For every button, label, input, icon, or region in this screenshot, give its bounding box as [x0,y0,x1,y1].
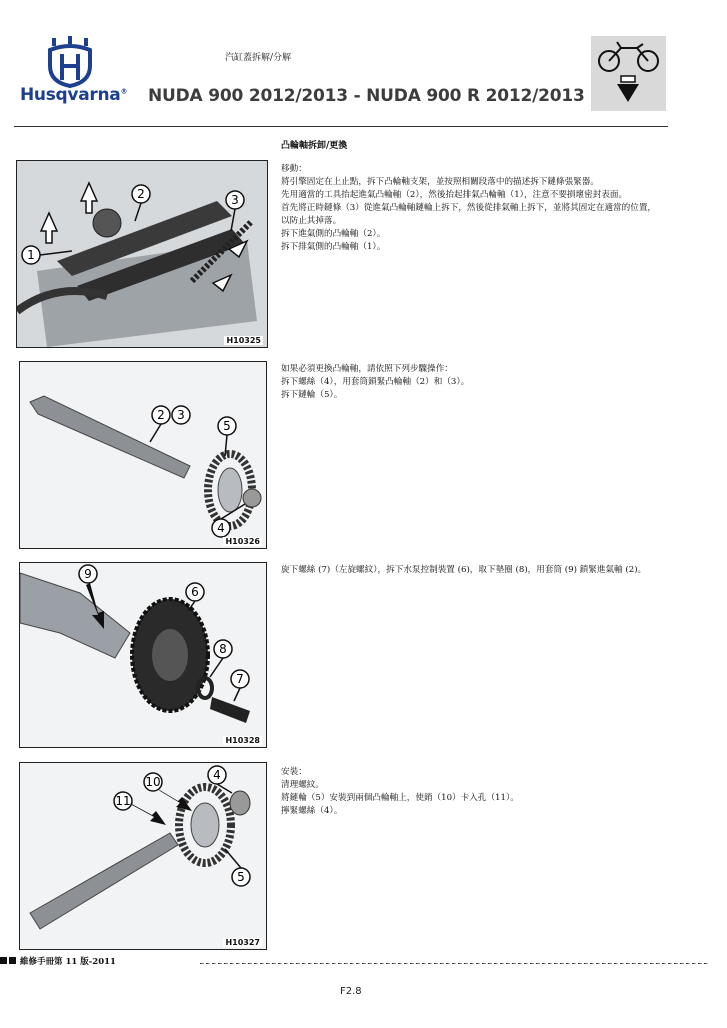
footer-manual: 維修手冊第 11 版-2011 [0,955,116,967]
callout-7: 7 [236,672,244,686]
text-line: 如果必須更換凸輪軸，請依照下列步驟操作： [281,364,453,374]
text-line: 以防止其掉落。 [281,216,342,226]
text-line: 拆下進氣側的凸輪軸（2）。 [281,229,386,239]
text-line: 旋下螺絲 (7)（左旋螺紋），拆下水泵控制裝置 (6)，取下墊圈 (8)，用套筒 (9) 鎖緊進氣軸 (2)。 [281,565,647,575]
figure-id: H10325 [226,336,261,345]
callout-4: 4 [217,521,225,535]
callout-3: 3 [231,193,239,207]
text-line: 拆下鏈輪（5）。 [281,390,343,400]
section-title: 汽缸蓋拆解/分解 [225,53,292,63]
crown-h-icon [14,36,126,88]
procedure-title: 凸輪軸拆卸/更換 [281,141,348,151]
waterpump-drive-illustration [20,563,266,747]
text-block-install [281,766,671,818]
footer-divider [200,956,710,964]
page-number: F2.8 [340,986,362,997]
figure-id: H10328 [225,736,260,745]
text-line: 移動： [281,164,307,174]
figure-waterpump-drive [19,562,267,748]
header-divider [14,126,668,127]
camshaft-removal-illustration [17,161,267,347]
callout-8: 8 [219,642,227,656]
motorcycle-disassembly-icon [591,36,666,111]
text-block-waterpump [281,564,671,577]
callout-5: 5 [223,419,231,433]
callout-6: 6 [191,585,199,599]
text-line: 擰緊螺絲（4）。 [281,806,343,816]
brand-name: Husqvarna® [20,85,128,105]
model-title: NUDA 900 2012/2013 - NUDA 900 R 2012/2013 [148,86,585,106]
callout-4: 4 [213,768,221,782]
figure-sprocket-removal [19,361,267,549]
figure-id: H10327 [225,938,260,947]
text-line: 清理螺紋。 [281,780,324,790]
text-line: 安裝： [281,767,307,777]
sprocket-install-illustration [20,763,266,949]
callout-2: 2 [157,408,165,422]
callout-11: 11 [115,794,131,808]
text-line: 拆下螺絲（4），用套筒鎖緊凸輪軸（2）和（3）。 [281,377,470,387]
callout-9: 9 [84,567,92,581]
callout-10: 10 [145,775,161,789]
text-block-removal [281,163,671,254]
figure-camshaft-removal [16,160,268,348]
figure-sprocket-install [19,762,267,950]
figure-id: H10326 [225,537,260,546]
sprocket-removal-illustration [20,362,266,548]
text-line: 將引擎固定在上止點，拆下凸輪軸支架，並按照相關段落中的描述拆下鏈條張緊器。 [281,177,599,187]
callout-2: 2 [137,187,145,201]
callout-1: 1 [27,248,35,262]
text-block-replace [281,363,671,402]
callout-3: 3 [177,408,185,422]
text-line: 拆下排氣側的凸輪軸（1）。 [281,242,386,252]
text-line: 將鏈輪（5）安裝到兩個凸輪軸上，使銷（10）卡入孔（11）。 [281,793,519,803]
text-line: 首先將正時鏈條（3）從進氣凸輪軸鏈輪上拆下，然後從排氣軸上拆下，並將其固定在適當的位置， [281,203,657,213]
callout-5: 5 [237,870,245,884]
text-line: 先用適當的工具抬起進氣凸輪軸（2），然後抬起排氣凸輪軸（1），注意不要損壞密封表面。 [281,190,628,200]
